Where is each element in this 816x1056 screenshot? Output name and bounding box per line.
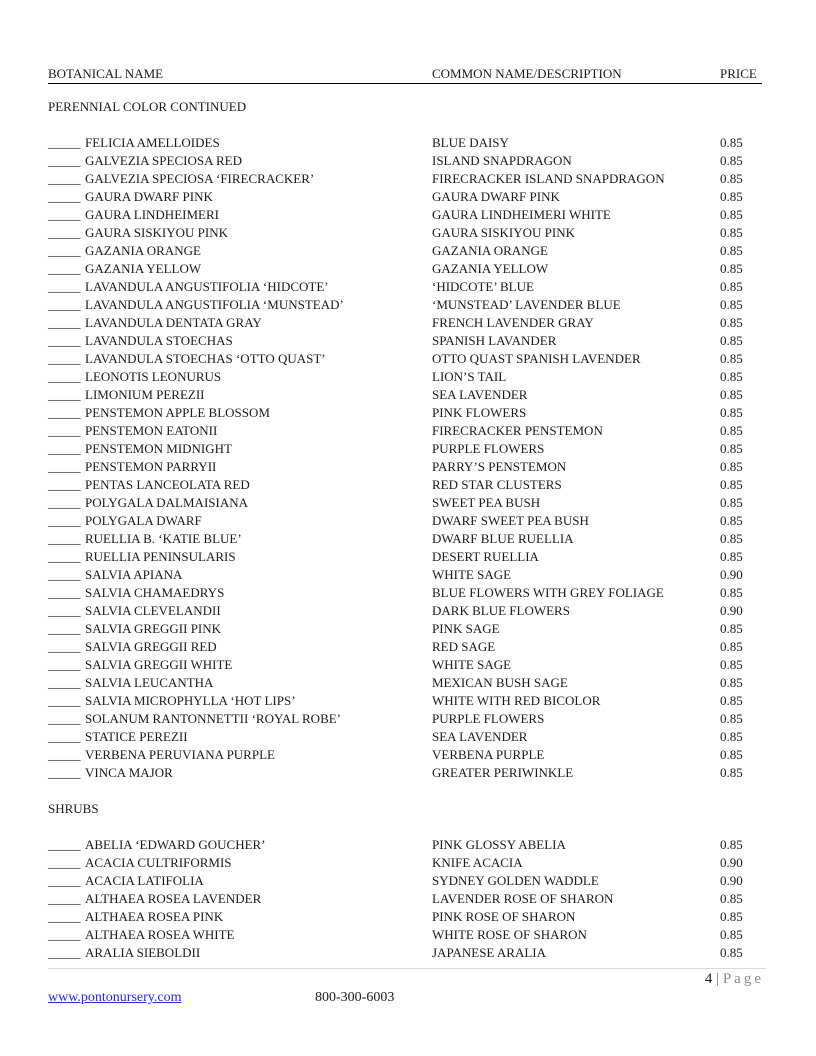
- price-value: 0.85: [720, 585, 743, 600]
- common-name: JAPANESE ARALIA: [432, 945, 547, 960]
- order-blank: _____: [48, 513, 81, 528]
- list-item: [48, 656, 762, 674]
- botanical-name: ALTHAEA ROSEA LAVENDER: [85, 891, 262, 906]
- order-blank: _____: [48, 153, 81, 168]
- order-blank: _____: [48, 423, 81, 438]
- common-name: DARK BLUE FLOWERS: [432, 603, 570, 618]
- order-blank: _____: [48, 441, 81, 456]
- botanical-name: PENSTEMON PARRYII: [85, 459, 217, 474]
- price-value: 0.90: [720, 567, 743, 582]
- list-item: [48, 530, 762, 548]
- list-item: [48, 368, 762, 386]
- common-name: SEA LAVENDER: [432, 387, 528, 402]
- order-blank: _____: [48, 171, 81, 186]
- section-title-perennial: PERENNIAL COLOR CONTINUED: [48, 99, 247, 114]
- botanical-name: LAVANDULA ANGUSTIFOLIA ‘MUNSTEAD’: [85, 297, 344, 312]
- common-name: SPANISH LAVANDER: [432, 333, 557, 348]
- common-name: WHITE SAGE: [432, 567, 512, 582]
- order-blank: _____: [48, 495, 81, 510]
- botanical-name: LAVANDULA DENTATA GRAY: [85, 315, 262, 330]
- botanical-name: GAZANIA ORANGE: [85, 243, 201, 258]
- common-name: SYDNEY GOLDEN WADDLE: [432, 873, 599, 888]
- order-blank: _____: [48, 729, 81, 744]
- price-value: 0.85: [720, 747, 743, 762]
- common-name: GAURA DWARF PINK: [432, 189, 560, 204]
- list-item: [48, 476, 762, 494]
- botanical-name: PENSTEMON EATONII: [85, 423, 218, 438]
- botanical-name: SALVIA APIANA: [85, 567, 183, 582]
- list-item: [48, 386, 762, 404]
- common-name: GAURA SISKIYOU PINK: [432, 225, 576, 240]
- botanical-name: STATICE PEREZII: [85, 729, 188, 744]
- common-name: ISLAND SNAPDRAGON: [432, 153, 572, 168]
- price-value: 0.85: [720, 765, 743, 780]
- common-name: LION’S TAIL: [432, 369, 507, 384]
- list-item: [48, 566, 762, 584]
- price-value: 0.85: [720, 891, 743, 906]
- list-item: [48, 674, 762, 692]
- botanical-name: ALTHAEA ROSEA WHITE: [85, 927, 235, 942]
- price-header: PRICE: [720, 66, 757, 81]
- price-value: 0.85: [720, 639, 743, 654]
- botanical-name: SALVIA GREGGII PINK: [85, 621, 222, 636]
- order-blank: _____: [48, 675, 81, 690]
- common-name: GAZANIA YELLOW: [432, 261, 549, 276]
- order-blank: _____: [48, 135, 81, 150]
- common-name: BLUE FLOWERS WITH GREY FOLIAGE: [432, 585, 664, 600]
- list-item: [48, 332, 762, 350]
- order-blank: _____: [48, 531, 81, 546]
- order-blank: _____: [48, 225, 81, 240]
- common-name: ‘HIDCOTE’ BLUE: [432, 279, 534, 294]
- order-blank: _____: [48, 855, 81, 870]
- botanical-name: GAURA SISKIYOU PINK: [85, 225, 229, 240]
- common-name: OTTO QUAST SPANISH LAVENDER: [432, 351, 641, 366]
- price-value: 0.85: [720, 261, 743, 276]
- common-name: PURPLE FLOWERS: [432, 711, 545, 726]
- order-blank: _____: [48, 711, 81, 726]
- botanical-name: GAURA LINDHEIMERI: [85, 207, 219, 222]
- common-name: PARRY’S PENSTEMON: [432, 459, 567, 474]
- price-value: 0.85: [720, 189, 743, 204]
- botanical-name: LAVANDULA STOECHAS ‘OTTO QUAST’: [85, 351, 326, 366]
- price-value: 0.85: [720, 693, 743, 708]
- order-blank: _____: [48, 909, 81, 924]
- order-blank: _____: [48, 243, 81, 258]
- price-value: 0.85: [720, 225, 743, 240]
- common-name: RED SAGE: [432, 639, 496, 654]
- common-name: DWARF BLUE RUELLIA: [432, 531, 574, 546]
- order-blank: _____: [48, 315, 81, 330]
- common-name: SWEET PEA BUSH: [432, 495, 541, 510]
- price-value: 0.85: [720, 531, 743, 546]
- list-item: [48, 602, 762, 620]
- price-value: 0.85: [720, 423, 743, 438]
- list-item: [48, 422, 762, 440]
- order-blank: _____: [48, 891, 81, 906]
- order-blank: _____: [48, 765, 81, 780]
- order-blank: _____: [48, 585, 81, 600]
- list-item: [48, 890, 762, 908]
- botanical-name: FELICIA AMELLOIDES: [85, 135, 220, 150]
- botanical-name: PENSTEMON MIDNIGHT: [85, 441, 232, 456]
- list-item: [48, 638, 762, 656]
- botanical-name: SALVIA GREGGII RED: [85, 639, 217, 654]
- list-item: [48, 692, 762, 710]
- price-value: 0.85: [720, 243, 743, 258]
- botanical-name: GAURA DWARF PINK: [85, 189, 213, 204]
- shrubs-list: [48, 836, 762, 962]
- list-item: [48, 278, 762, 296]
- price-value: 0.90: [720, 603, 743, 618]
- botanical-name: SALVIA CLEVELANDII: [85, 603, 221, 618]
- botanical-name: ALTHAEA ROSEA PINK: [85, 909, 224, 924]
- list-item: [48, 944, 762, 962]
- common-name: BLUE DAISY: [432, 135, 509, 150]
- list-item: [48, 926, 762, 944]
- common-name: MEXICAN BUSH SAGE: [432, 675, 568, 690]
- price-value: 0.85: [720, 513, 743, 528]
- botanical-name: LAVANDULA STOECHAS: [85, 333, 233, 348]
- column-header: [48, 66, 762, 84]
- common-name: PINK SAGE: [432, 621, 500, 636]
- common-name: GREATER PERIWINKLE: [432, 765, 574, 780]
- list-item: [48, 548, 762, 566]
- list-item: [48, 908, 762, 926]
- price-value: 0.85: [720, 297, 743, 312]
- order-blank: _____: [48, 657, 81, 672]
- list-item: [48, 152, 762, 170]
- price-value: 0.85: [720, 405, 743, 420]
- botanical-name: GAZANIA YELLOW: [85, 261, 202, 276]
- common-name: FIRECRACKER ISLAND SNAPDRAGON: [432, 171, 665, 186]
- price-value: 0.85: [720, 909, 743, 924]
- price-value: 0.85: [720, 135, 743, 150]
- list-item: [48, 134, 762, 152]
- order-blank: _____: [48, 927, 81, 942]
- list-item: [48, 242, 762, 260]
- botanical-name: PENSTEMON APPLE BLOSSOM: [85, 405, 270, 420]
- common-name: PURPLE FLOWERS: [432, 441, 545, 456]
- botanical-name: ACACIA CULTRIFORMIS: [85, 855, 232, 870]
- common-name: RED STAR CLUSTERS: [432, 477, 562, 492]
- order-blank: _____: [48, 261, 81, 276]
- price-value: 0.85: [720, 729, 743, 744]
- botanical-name: ACACIA LATIFOLIA: [85, 873, 204, 888]
- common-name: SEA LAVENDER: [432, 729, 528, 744]
- common-name: PINK ROSE OF SHARON: [432, 909, 576, 924]
- common-name: GAURA LINDHEIMERI WHITE: [432, 207, 611, 222]
- price-value: 0.85: [720, 441, 743, 456]
- order-blank: _____: [48, 639, 81, 654]
- common-name: LAVENDER ROSE OF SHARON: [432, 891, 614, 906]
- common-name: VERBENA PURPLE: [432, 747, 545, 762]
- price-value: 0.85: [720, 711, 743, 726]
- list-item: [48, 836, 762, 854]
- common-name: FIRECRACKER PENSTEMON: [432, 423, 603, 438]
- order-blank: _____: [48, 567, 81, 582]
- price-value: 0.85: [720, 549, 743, 564]
- botanical-name: LIMONIUM PEREZII: [85, 387, 205, 402]
- botanical-name: SALVIA LEUCANTHA: [85, 675, 214, 690]
- order-blank: _____: [48, 387, 81, 402]
- list-item: [48, 746, 762, 764]
- order-blank: _____: [48, 405, 81, 420]
- list-item: [48, 170, 762, 188]
- price-value: 0.85: [720, 621, 743, 636]
- botanical-name: POLYGALA DALMAISIANA: [85, 495, 249, 510]
- perennial-list: [48, 134, 762, 782]
- order-blank: _____: [48, 351, 81, 366]
- price-value: 0.85: [720, 351, 743, 366]
- price-value: 0.85: [720, 495, 743, 510]
- list-item: [48, 188, 762, 206]
- list-item: [48, 350, 762, 368]
- price-value: 0.85: [720, 333, 743, 348]
- order-blank: _____: [48, 477, 81, 492]
- botanical-name-header: BOTANICAL NAME: [48, 66, 164, 81]
- order-blank: _____: [48, 279, 81, 294]
- common-name-header: COMMON NAME/DESCRIPTION: [432, 66, 622, 81]
- list-item: [48, 710, 762, 728]
- price-value: 0.90: [720, 873, 743, 888]
- price-value: 0.85: [720, 171, 743, 186]
- list-item: [48, 314, 762, 332]
- price-value: 0.85: [720, 675, 743, 690]
- order-blank: _____: [48, 837, 81, 852]
- botanical-name: LAVANDULA ANGUSTIFOLIA ‘HIDCOTE’: [85, 279, 329, 294]
- order-blank: _____: [48, 945, 81, 960]
- common-name: KNIFE ACACIA: [432, 855, 523, 870]
- page-number: [705, 971, 764, 988]
- list-item: [48, 458, 762, 476]
- page-number-separator: |: [716, 971, 720, 987]
- common-name: WHITE SAGE: [432, 657, 512, 672]
- phone-number: 800-300-6003: [315, 990, 395, 1005]
- footer-divider: [48, 968, 766, 969]
- list-item: [48, 512, 762, 530]
- price-value: 0.85: [720, 657, 743, 672]
- price-value: 0.85: [720, 387, 743, 402]
- common-name: GAZANIA ORANGE: [432, 243, 548, 258]
- order-blank: _____: [48, 747, 81, 762]
- price-value: 0.90: [720, 855, 743, 870]
- price-value: 0.85: [720, 927, 743, 942]
- botanical-name: SALVIA MICROPHYLLA ‘HOT LIPS’: [85, 693, 296, 708]
- list-item: [48, 296, 762, 314]
- order-blank: _____: [48, 189, 81, 204]
- list-item: [48, 728, 762, 746]
- list-item: [48, 440, 762, 458]
- botanical-name: VINCA MAJOR: [85, 765, 173, 780]
- price-value: 0.85: [720, 153, 743, 168]
- order-blank: _____: [48, 459, 81, 474]
- botanical-name: GALVEZIA SPECIOSA RED: [85, 153, 242, 168]
- common-name: PINK FLOWERS: [432, 405, 527, 420]
- order-blank: _____: [48, 297, 81, 312]
- order-blank: _____: [48, 621, 81, 636]
- order-blank: _____: [48, 873, 81, 888]
- list-item: [48, 404, 762, 422]
- price-value: 0.85: [720, 369, 743, 384]
- botanical-name: VERBENA PERUVIANA PURPLE: [85, 747, 275, 762]
- price-value: 0.85: [720, 315, 743, 330]
- order-blank: _____: [48, 603, 81, 618]
- list-item: [48, 764, 762, 782]
- list-item: [48, 872, 762, 890]
- section-title-shrubs: SHRUBS: [48, 801, 99, 816]
- page-word: Page: [722, 971, 764, 987]
- order-blank: _____: [48, 369, 81, 384]
- botanical-name: SALVIA GREGGII WHITE: [85, 657, 233, 672]
- botanical-name: ABELIA ‘EDWARD GOUCHER’: [85, 837, 266, 852]
- price-value: 0.85: [720, 477, 743, 492]
- price-value: 0.85: [720, 945, 743, 960]
- common-name: DESERT RUELLIA: [432, 549, 539, 564]
- list-item: [48, 260, 762, 278]
- botanical-name: PENTAS LANCEOLATA RED: [85, 477, 250, 492]
- price-value: 0.85: [720, 837, 743, 852]
- price-value: 0.85: [720, 207, 743, 222]
- botanical-name: SALVIA CHAMAEDRYS: [85, 585, 225, 600]
- common-name: FRENCH LAVENDER GRAY: [432, 315, 594, 330]
- website-link[interactable]: www.pontonursery.com: [48, 990, 182, 1005]
- order-blank: _____: [48, 333, 81, 348]
- botanical-name: ARALIA SIEBOLDII: [85, 945, 201, 960]
- botanical-name: RUELLIA PENINSULARIS: [85, 549, 236, 564]
- list-item: [48, 494, 762, 512]
- order-blank: _____: [48, 693, 81, 708]
- botanical-name: GALVEZIA SPECIOSA ‘FIRECRACKER’: [85, 171, 315, 186]
- list-item: [48, 584, 762, 602]
- common-name: DWARF SWEET PEA BUSH: [432, 513, 589, 528]
- common-name: WHITE ROSE OF SHARON: [432, 927, 587, 942]
- list-item: [48, 854, 762, 872]
- botanical-name: LEONOTIS LEONURUS: [85, 369, 222, 384]
- common-name: WHITE WITH RED BICOLOR: [432, 693, 601, 708]
- order-blank: _____: [48, 549, 81, 564]
- botanical-name: RUELLIA B. ‘KATIE BLUE’: [85, 531, 242, 546]
- botanical-name: POLYGALA DWARF: [85, 513, 202, 528]
- list-item: [48, 206, 762, 224]
- list-item: [48, 224, 762, 242]
- botanical-name: SOLANUM RANTONNETTII ‘ROYAL ROBE’: [85, 711, 342, 726]
- order-blank: _____: [48, 207, 81, 222]
- list-item: [48, 620, 762, 638]
- common-name: PINK GLOSSY ABELIA: [432, 837, 566, 852]
- price-value: 0.85: [720, 459, 743, 474]
- page-number-value: 4: [704, 971, 713, 987]
- price-value: 0.85: [720, 279, 743, 294]
- common-name: ‘MUNSTEAD’ LAVENDER BLUE: [432, 297, 621, 312]
